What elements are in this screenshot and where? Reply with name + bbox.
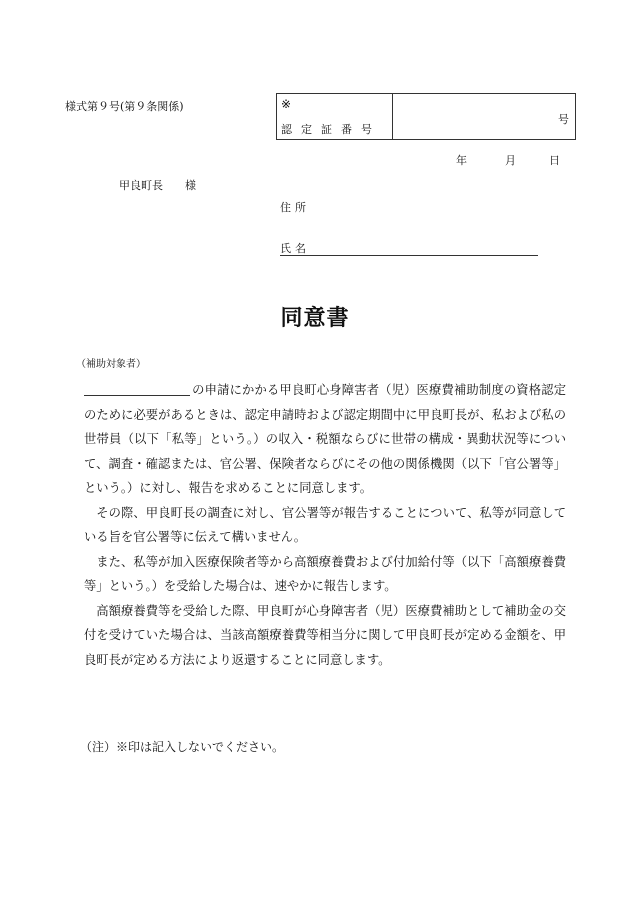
paragraph-2: その際、甲良町長の調査に対し、官公署等が報告することについて、私等が同意している旨を官公署等に伝えて構いません。 — [84, 505, 566, 544]
date-year: 年 — [456, 154, 467, 167]
paragraph-1 — [84, 378, 566, 501]
paragraph-4: 高額療養費等を受給した際、甲良町が心身障害者（児）医療費補助として補助金の交付を受けていた場合は、当該高額療養費等相当分に関して甲良町長が定める金額を、甲良町長が定める方法により返還することに同意します。 — [84, 603, 566, 667]
subject-name-blank[interactable] — [84, 382, 190, 396]
name-signature-line[interactable] — [280, 255, 538, 256]
address-label: 住所 — [280, 201, 310, 214]
certificate-label-cell — [277, 94, 393, 139]
consent-body — [84, 378, 566, 672]
document-title: 同意書 — [280, 305, 350, 331]
date-month: 月 — [505, 154, 516, 167]
name-label: 氏名 — [280, 242, 310, 255]
office-use-mark: ※ — [281, 97, 292, 111]
certificate-number-label: 認定証番号 — [281, 123, 381, 136]
certificate-number-suffix: 号 — [558, 113, 569, 126]
form-number: 様式第９号(第９条関係) — [65, 100, 184, 113]
footnote: （注）※印は記入しないでください。 — [80, 740, 285, 754]
paragraph-1-text: の申請にかかる甲良町心身障害者（児）医療費補助制度の資格認定のために必要があるときは、認定申請時および認定期間中に甲良町長が、私および私の世帯員（以下「私等」という。）の収入・税額ならびに世帯の構成・異動状況等について、調査・確認または、官公署、保険者ならびにその他の関係機関（以下「官公署等」という。）に対し、報告を求めることに同意します。 — [84, 383, 566, 495]
certificate-number-box — [276, 93, 576, 140]
date-day: 日 — [549, 154, 560, 167]
paragraph-3: また、私等が加入医療保険者等から高額療養費および付加給付等（以下「高額療養費等」という。）を受給した場合は、速やかに報告します。 — [84, 554, 566, 593]
addressee: 甲良町長 様 — [119, 179, 196, 192]
subject-label: （補助対象者） — [76, 359, 146, 370]
